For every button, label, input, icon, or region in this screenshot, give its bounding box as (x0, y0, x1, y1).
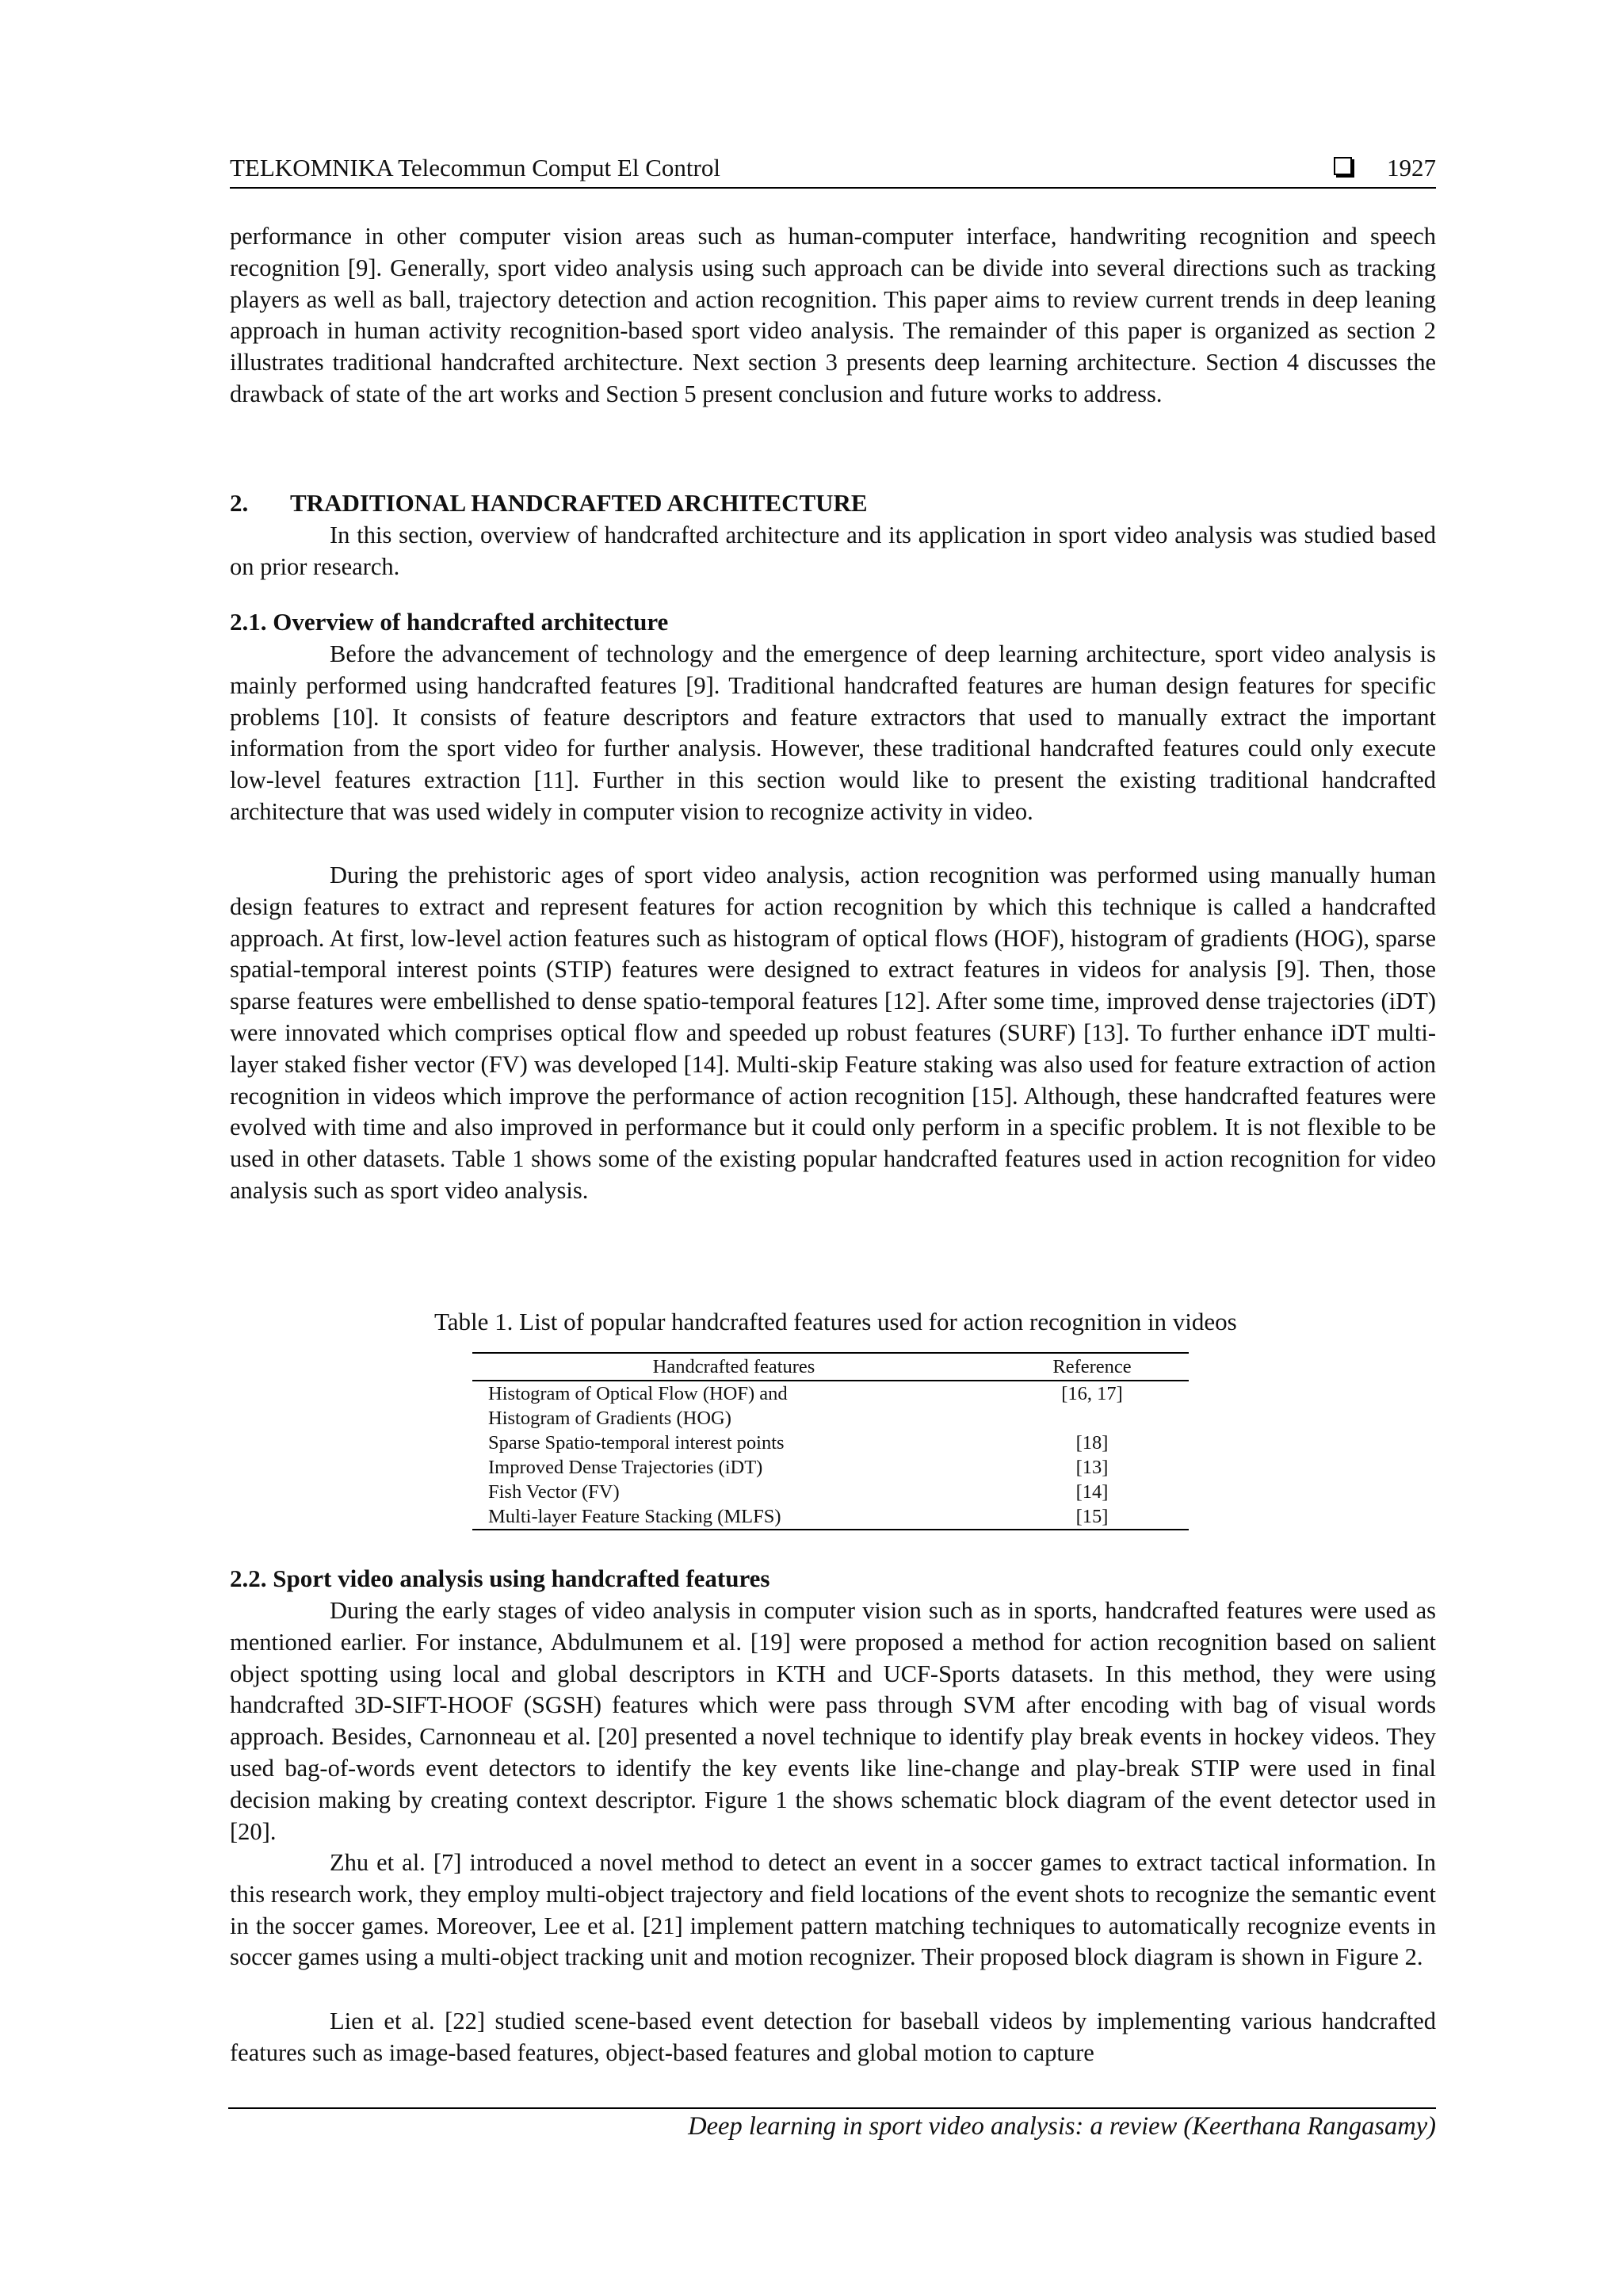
section-2-2-heading: 2.2. Sport video analysis using handcrafted features (230, 1564, 770, 1592)
section-2-1-paragraph-1: Before the advancement of technology and the emergence of deep learning architecture, sport video analysis is mainly performed using handcrafted features [9]. Traditional handcrafted features are human design features for specific problems [10]. It consists of feature descriptors and feature extractors that used to manually extract the important information from the sport video for further analysis. However, these traditional handcrafted features could only execute low-level features extraction [11]. Further in this section would like to present the existing traditional handcrafted architecture that was used widely in computer vision to recognize activity in video. (230, 640, 1436, 825)
running-header (230, 151, 1436, 189)
section-2-title: TRADITIONAL HANDCRAFTED ARCHITECTURE (290, 489, 868, 517)
table-row (472, 1455, 1189, 1480)
section-2-2-paragraph-3: Lien et al. [22] studied scene-based event detection for baseball videos by implementing various handcrafted features such as image-based features, object-based features and global motion to capture (230, 2008, 1436, 2066)
table-row (472, 1381, 1189, 1406)
table-cell-reference: [15] (1075, 1506, 1109, 1527)
page-number: 1927 (1387, 154, 1436, 181)
table-header-reference: Reference (1052, 1356, 1132, 1377)
table-cell-reference (995, 1406, 1189, 1431)
table-header-features: Handcrafted features (652, 1356, 815, 1377)
section-2-2-paragraph-1: During the early stages of video analysis in computer vision such as in sports, handcrafted features were used as mentioned earlier. For instance, Abdulmunem et al. [19] were proposed a method for action recognition based on salient object spotting using local and global descriptors in KTH and UCF-Sports datasets. In this method, they were using handcrafted 3D-SIFT-HOOF (SGSH) features which were pass through SVM after encoding with bag of visual words approach. Besides, Carnonneau et al. [20] presented a novel technique to identify play break events in hockey videos. They used bag-of-words event detectors to identify the key events like line-change and play-break STIP were used in final decision making by creating context descriptor. Figure 1 the shows schematic block diagram of the event detector used in [20]. (230, 1597, 1436, 1845)
table-row (472, 1480, 1189, 1504)
table-row (472, 1504, 1189, 1530)
table-cell-reference: [18] (1075, 1432, 1109, 1454)
section-2-1-paragraph-2: During the prehistoric ages of sport video analysis, action recognition was performed using manually human design features to extract and represent features for action recognition by which this technique is called a handcrafted approach. At first, low-level action features such as histogram of optical flows (HOF), histogram of gradients (HOG), sparse spatial-temporal interest points (STIP) features were designed to extract features in videos for analysis [9]. Then, those sparse features were embellished to dense spatio-temporal features [12]. After some time, improved dense trajectories (iDT) were innovated which comprises optical flow and speeded up robust features (SURF) [13]. To further enhance iDT multi-layer staked fisher vector (FV) was developed [14]. Multi-skip Feature staking was also used for feature extraction of action recognition in videos which improve the performance of action recognition [15]. Although, these handcrafted features were evolved with time and also improved in performance but it could only perform in a specific problem. It is not flexible to be used in other datasets. Table 1 shows some of the existing popular handcrafted features used in action recognition for video analysis such as sport video analysis. (230, 861, 1436, 1204)
table-cell-feature: Fish Vector (FV) (488, 1481, 620, 1503)
table-header-row (472, 1353, 1189, 1381)
section-2-number: 2. (230, 489, 249, 517)
section-2-heading (230, 489, 868, 518)
table-cell-feature: Histogram of Gradients (HOG) (488, 1408, 731, 1429)
section-2-2-paragraph-2: Zhu et al. [7] introduced a novel method to detect an event in a soccer games to extract tactical information. In this research work, they employ multi-object trajectory and field locations of the event shots to recognize the semantic event in the soccer games. Moreover, Lee et al. [21] implement pattern matching techniques to automatically recognize events in soccer games using a multi-object tracking unit and motion recognizer. Their proposed block diagram is shown in Figure 2. (230, 1849, 1436, 1971)
table-row (472, 1431, 1189, 1455)
table-cell-feature: Improved Dense Trajectories (iDT) (488, 1457, 763, 1478)
journal-title: TELKOMNIKA Telecommun Comput El Control (230, 154, 720, 181)
footer-running-title: Deep learning in sport video analysis: a review (Keerthana Rangasamy) (688, 2112, 1436, 2141)
table-cell-feature: Multi-layer Feature Stacking (MLFS) (488, 1506, 781, 1527)
table-cell-reference: [14] (1075, 1481, 1109, 1503)
footer-rule (228, 2107, 1436, 2109)
section-2-1-heading: 2.1. Overview of handcrafted architecture (230, 608, 669, 636)
page-number-group (1334, 154, 1436, 182)
table-cell-reference: [13] (1075, 1457, 1109, 1478)
table-1-caption: Table 1. List of popular handcrafted features used for action recognition in videos (434, 1308, 1237, 1335)
table-1 (472, 1352, 1189, 1530)
table-cell-reference: [16, 17] (1061, 1383, 1123, 1404)
table-row (472, 1406, 1189, 1431)
square-outline-icon (1334, 157, 1352, 175)
table-cell-feature: Sparse Spatio-temporal interest points (488, 1432, 785, 1454)
intro-paragraph: performance in other computer vision areas such as human-computer interface, handwriting recognition and speech recognition [9]. Generally, sport video analysis using such approach can be divide into several directions such as tracking players as well as ball, trajectory detection and action recognition. This paper aims to review current trends in deep leaning approach in human activity recognition-based sport video analysis. The remainder of this paper is organized as section 2 illustrates traditional handcrafted architecture. Next section 3 presents deep learning architecture. Section 4 discusses the drawback of state of the art works and Section 5 present conclusion and future works to address. (230, 223, 1436, 407)
section-2-paragraph: In this section, overview of handcrafted architecture and its application in sport video analysis was studied based on prior research. (230, 521, 1436, 580)
table-cell-feature: Histogram of Optical Flow (HOF) and (488, 1383, 788, 1404)
